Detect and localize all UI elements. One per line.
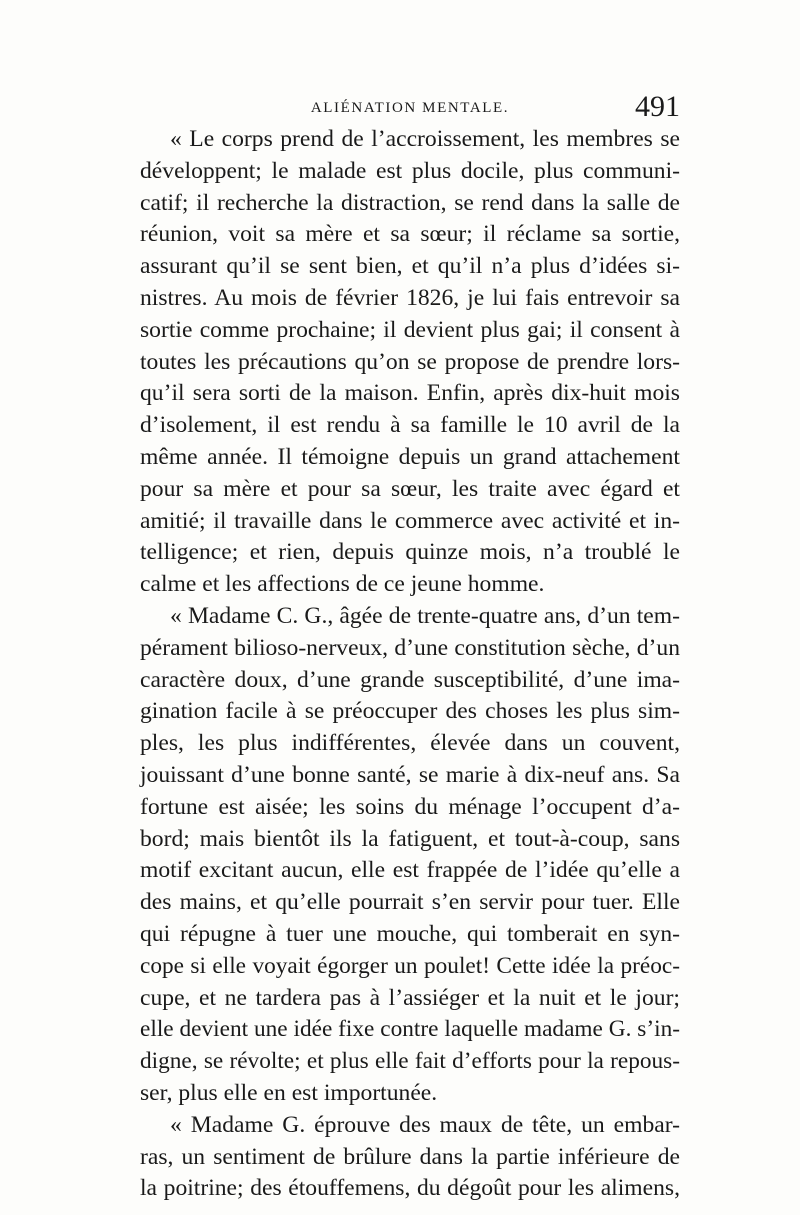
text-line: d’isolement, il est rendu à sa famille le 10 avril de la: [140, 412, 680, 439]
text-line: calme et les affections de ce jeune homme.: [140, 571, 545, 598]
text-line: bord; mais bientôt ils la fatiguent, et tout-à-coup, sans: [140, 825, 680, 852]
text-line: pour sa mère et pour sa sœur, les traite avec égard et: [140, 475, 680, 502]
text-line: « Madame G. éprouve des maux de tête, un embar-: [170, 1111, 680, 1138]
text-line: pérament bilioso-nerveux, d’une constitution sèche, d’un: [140, 634, 680, 661]
text-line: « Le corps prend de l’accroissement, les membres se: [170, 126, 680, 152]
text-line: fortune est aisée; les soins du ménage l’occupent d’a-: [140, 793, 680, 820]
text-line: digne, se révolte; et plus elle fait d’efforts pour la repous-: [140, 1048, 680, 1075]
body-text: [140, 124, 680, 1205]
text-line: toutes les précautions qu’on se propose de prendre lors-: [140, 348, 680, 375]
text-line: qu’il sera sorti de la maison. Enfin, après dix-huit mois: [140, 380, 680, 407]
text-line: ras, un sentiment de brûlure dans la partie inférieure de: [140, 1143, 680, 1170]
page-number: 491: [635, 90, 680, 123]
text-line: cupe, et ne tardera pas à l’assiéger et la nuit et le jour;: [140, 984, 680, 1011]
text-line: ser, plus elle en est importunée.: [140, 1079, 438, 1106]
text-line: des mains, et qu’elle pourrait s’en servir pour tuer. Elle: [140, 889, 680, 916]
running-title: ALIÉNATION MENTALE.: [310, 100, 510, 116]
text-line: réunion, voit sa mère et sa sœur; il réclame sa sortie,: [140, 221, 680, 248]
text-line: qui répugne à tuer une mouche, qui tomberait en syn-: [140, 920, 680, 947]
text-line: nistres. Au mois de février 1826, je lui fais entrevoir sa: [140, 284, 680, 311]
text-line: telligence; et rien, depuis quinze mois, n’a troublé le: [140, 539, 680, 566]
text-line: motif excitant aucun, elle est frappée de l’idée qu’elle a: [140, 857, 680, 884]
text-line: amitié; il travaille dans le commerce avec activité et in-: [140, 507, 680, 534]
text-line: même année. Il témoigne depuis un grand attachement: [140, 443, 680, 470]
text-line: la poitrine; des étouffemens, du dégoût pour les alimens,: [140, 1175, 680, 1202]
text-line: caractère doux, d’une grande susceptibilité, d’une ima-: [140, 666, 680, 693]
text-line: sortie comme prochaine; il devient plus gai; il consent à: [140, 316, 680, 343]
text-line: assurant qu’il se sent bien, et qu’il n’a plus d’idées si-: [140, 253, 680, 280]
text-line: jouissant d’une bonne santé, se marie à dix-neuf ans. Sa: [140, 761, 680, 788]
text-line: ples, les plus indifférentes, élevée dans un couvent,: [140, 730, 680, 757]
text-line: gination facile à se préoccuper des choses les plus sim-: [140, 698, 680, 725]
text-line: cope si elle voyait égorger un poulet! Cette idée la préoc-: [140, 952, 680, 979]
text-line: « Madame C. G., âgée de trente-quatre ans, d’un tem-: [170, 602, 680, 629]
text-line: elle devient une idée fixe contre laquelle madame G. s’in-: [140, 1016, 680, 1043]
text-line: catif; il recherche la distraction, se rend dans la salle de: [140, 189, 680, 216]
text-line: développent; le malade est plus docile, plus communi-: [140, 157, 680, 184]
